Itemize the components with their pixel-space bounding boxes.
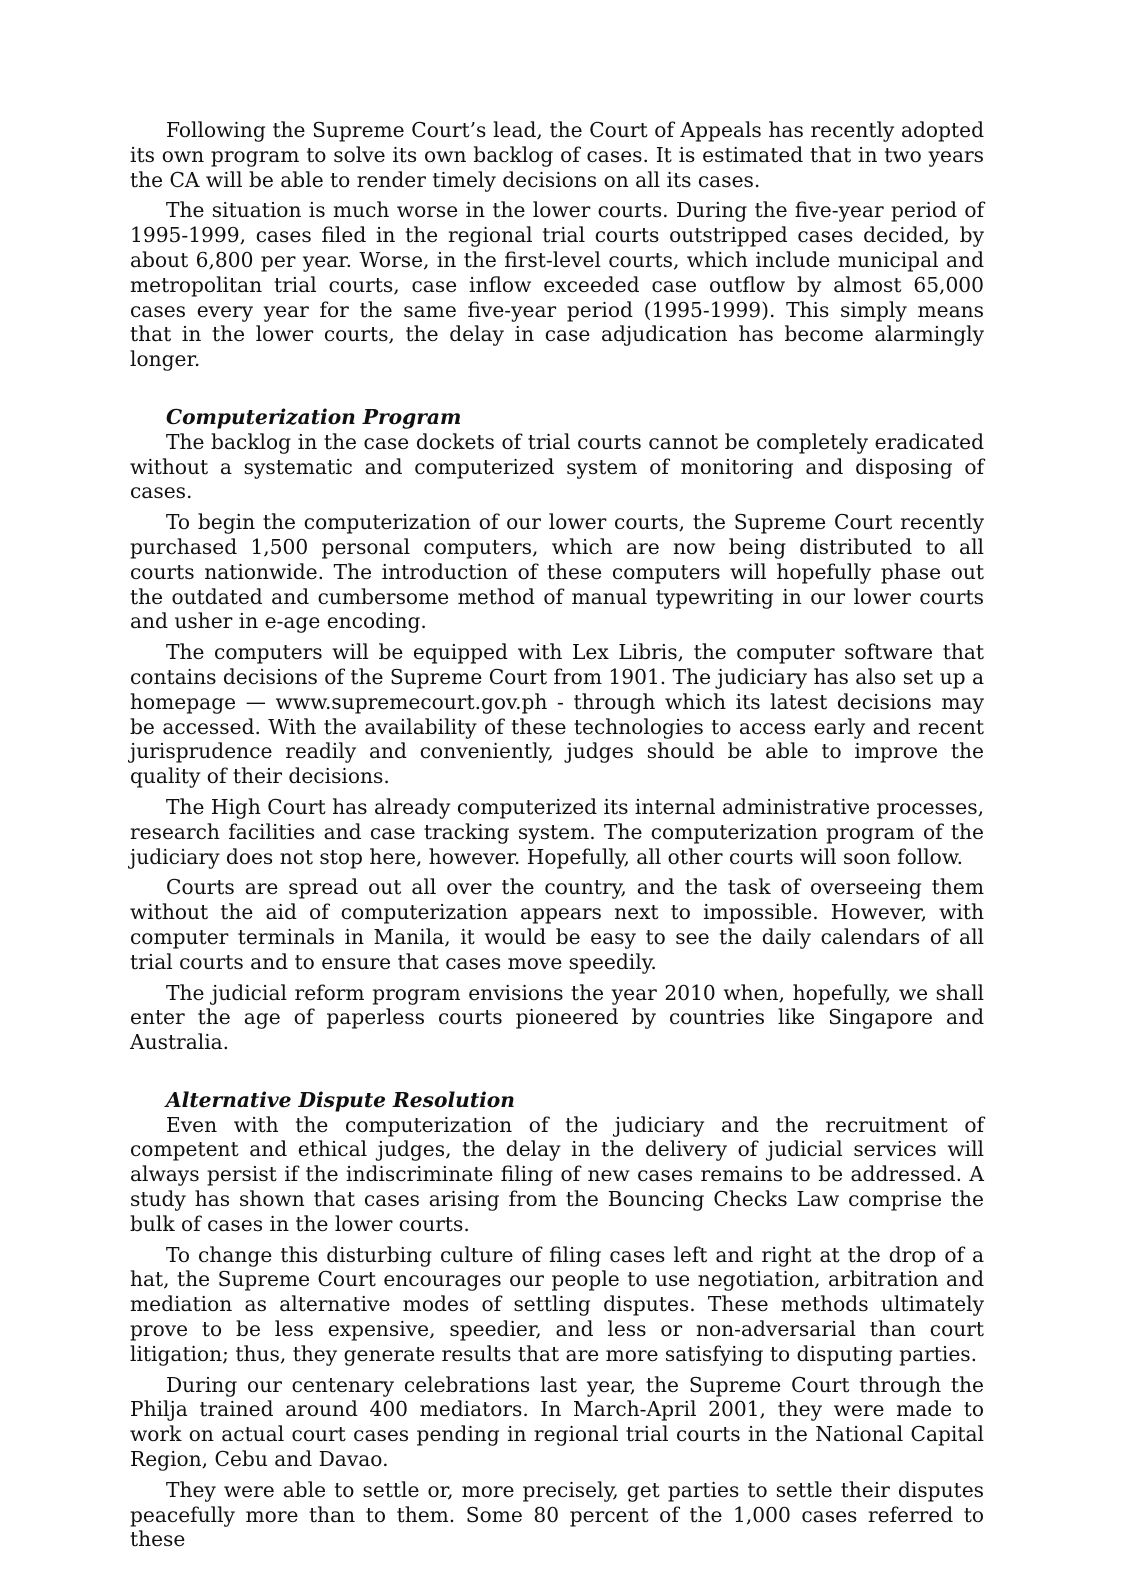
paragraph: The computers will be equipped with Lex Libris, the computer software that contains decisions of the Supreme Court from 1901. The judiciary has also set up a homepage — www.supremecourt.gov.ph - through which its latest decisions may be accessed. With the availability of these technologies to access early and recent jurisprudence readily and conveniently, judges should be able to improve the quality of their decisions.: [130, 640, 984, 789]
paragraph: Courts are spread out all over the country, and the task of overseeing them without the aid of computerization appears next to impossible. However, with computer terminals in Manila, it would be easy to see the daily calendars of all trial courts and to ensure that cases move speedily.: [130, 875, 984, 974]
computerization-section: [130, 405, 984, 1055]
paragraph: The backlog in the case dockets of trial courts cannot be completely eradicated without a systematic and computerized system of monitoring and disposing of cases.: [130, 429, 984, 504]
section-heading-adr: Alternative Dispute Resolution: [166, 1087, 515, 1112]
paragraph: During our centenary celebrations last year, the Supreme Court through the Philja trained around 400 mediators. In March-April 2001, they were made to work on actual court cases pending in regional trial courts in the National Capital Region, Cebu and Davao.: [130, 1372, 984, 1472]
paragraph: To change this disturbing culture of filing cases left and right at the drop of a hat, the Supreme Court encourages our people to use negotiation, arbitration and mediation as alternative modes of settling disputes. These methods ultimately prove to be less expensive, speedier, and less or non-adversarial than court litigation; thus, they generate results that are more satisfying to disputing parties.: [130, 1242, 984, 1366]
paragraph: They were able to settle or, more precisely, get parties to settle their disputes peacefully more than to them. Some 80 percent of the 1,000 cases referred to these: [130, 1477, 984, 1552]
paragraph: To begin the computerization of our lower courts, the Supreme Court recently purchased 1,500 personal computers, which are now being distributed to all courts nationwide. The introduction of these computers will hopefully phase out the outdated and cumbersome method of manual typewriting in our lower courts and usher in e-age encoding.: [130, 510, 984, 634]
paragraph: The judicial reform program envisions the year 2010 when, hopefully, we shall enter the age of paperless courts pioneered by countries like Singapore and Australia.: [130, 980, 984, 1055]
paragraph: Even with the computerization of the judiciary and the recruitment of competent and ethical judges, the delay in the delivery of judicial services will always persist if the indiscriminate filing of new cases remains to be addressed. A study has shown that cases arising from the Bouncing Checks Law comprise the bulk of cases in the lower courts.: [130, 1112, 984, 1236]
section-spacer: [130, 1061, 984, 1088]
document-page: [130, 118, 984, 1558]
paragraph: The situation is much worse in the lower courts. During the five-year period of 1995-1999, cases filed in the regional trial courts outstripped cases decided, by about 6,800 per year. Worse, in the first-level courts, which include municipal and metropolitan trial courts, case inflow exceeded case outflow by almost 65,000 cases every year for the same five-year period (1995-1999). This simply means that in the lower courts, the delay in case adjudication has become alarmingly longer.: [130, 198, 984, 372]
section-heading-computerization: Computerization Program: [166, 404, 462, 429]
section-spacer: [130, 378, 984, 405]
intro-section: [130, 118, 984, 372]
paragraph: Following the Supreme Court’s lead, the Court of Appeals has recently adopted its own program to solve its own backlog of cases. It is estimated that in two years the CA will be able to render timely decisions on all its cases.: [130, 118, 984, 192]
paragraph: The High Court has already computerized its internal administrative processes, research facilities and case tracking system. The computerization program of the judiciary does not stop here, however. Hopefully, all other courts will soon follow.: [130, 794, 984, 869]
adr-section: [130, 1088, 984, 1552]
